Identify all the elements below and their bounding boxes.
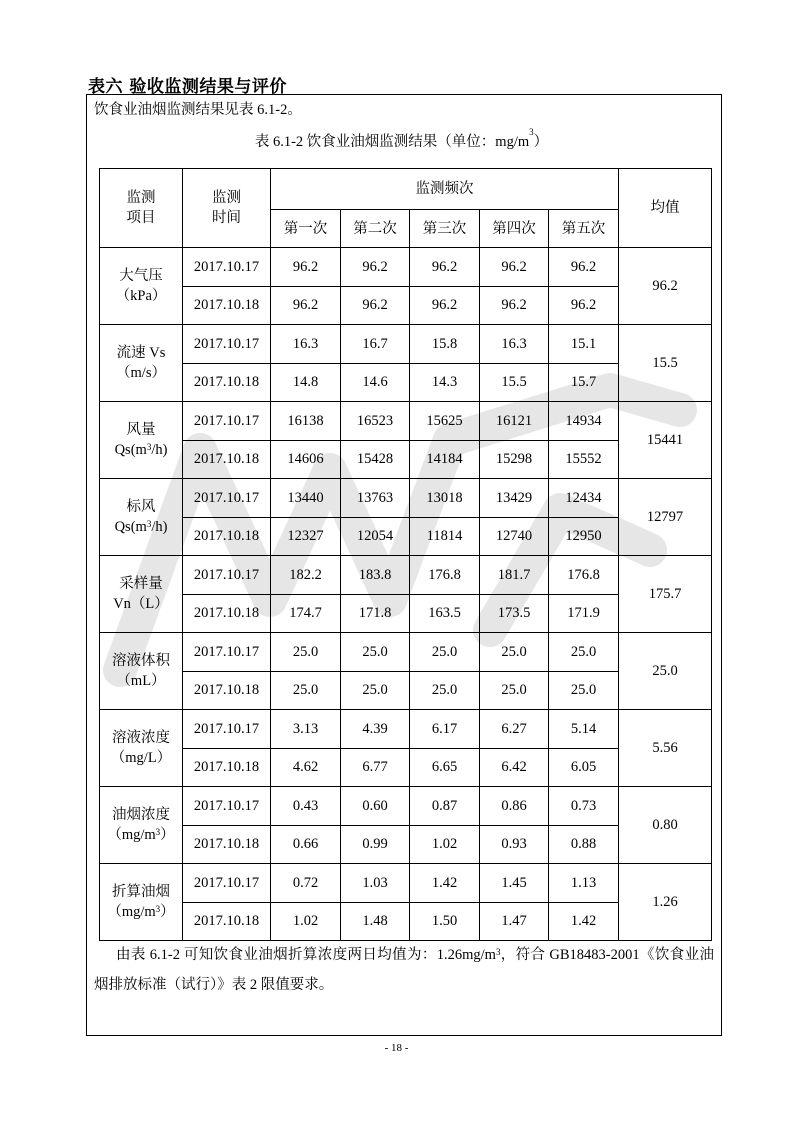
row-mean: 175.7 [619, 556, 712, 633]
row-item-name-line1: 大气压 [119, 268, 163, 284]
row-value-run-4: 15298 [480, 440, 549, 479]
row-value-run-4: 1.45 [480, 864, 549, 903]
row-mean: 0.80 [619, 787, 712, 864]
row-value-run-1: 96.2 [271, 248, 341, 287]
row-item-name-line1: 溶液体积 [112, 653, 170, 669]
header-run-3: 第三次 [410, 210, 480, 248]
row-item-name [100, 248, 183, 325]
row-item-name [100, 787, 183, 864]
row-item-name [100, 633, 183, 710]
row-value-run-2: 16.7 [341, 325, 410, 364]
row-value-run-3: 15625 [410, 402, 480, 441]
row-value-run-1: 96.2 [271, 286, 341, 325]
row-date: 2017.10.18 [183, 825, 271, 864]
row-value-run-3: 163.5 [410, 594, 480, 633]
row-value-run-5: 25.0 [549, 671, 619, 710]
header-run-2: 第二次 [341, 210, 410, 248]
row-value-run-5: 5.14 [549, 710, 619, 749]
row-value-run-5: 1.42 [549, 902, 619, 941]
row-value-run-5: 15.1 [549, 325, 619, 364]
caption-prefix: 表 6.1-2 饮食业油烟监测结果（单位：mg/m [254, 134, 530, 150]
row-value-run-1: 0.72 [271, 864, 341, 903]
conclusion-part2: ，符合 GB18483-2001《饮食业油烟排放标准（试行）》表 2 限值要求。 [94, 947, 714, 993]
row-value-run-3: 176.8 [410, 556, 480, 595]
row-value-run-1: 12327 [271, 517, 341, 556]
row-value-run-4: 173.5 [480, 594, 549, 633]
row-value-run-5: 25.0 [549, 633, 619, 672]
row-value-run-5: 15.7 [549, 363, 619, 402]
table-body [100, 248, 712, 941]
row-value-run-2: 171.8 [341, 594, 410, 633]
row-item-unit-superscript: 3 [155, 827, 161, 837]
row-value-run-3: 11814 [410, 517, 480, 556]
row-value-run-1: 14.8 [271, 363, 341, 402]
row-date: 2017.10.18 [183, 902, 271, 941]
row-mean: 96.2 [619, 248, 712, 325]
row-mean: 5.56 [619, 710, 712, 787]
row-value-run-1: 0.66 [271, 825, 341, 864]
header-time: 监测 时间 [183, 169, 271, 248]
row-value-run-1: 174.7 [271, 594, 341, 633]
row-value-run-2: 16523 [341, 402, 410, 441]
results-table [99, 168, 712, 941]
row-item-unit-superscript: 3 [146, 519, 152, 529]
row-item-unit-suffix: ） [160, 904, 175, 920]
row-mean: 15441 [619, 402, 712, 479]
caption-suffix: ） [533, 134, 549, 150]
row-date: 2017.10.17 [183, 633, 271, 672]
page-number: - 18 - [384, 1042, 409, 1054]
row-value-run-5: 1.13 [549, 864, 619, 903]
row-value-run-1: 16.3 [271, 325, 341, 364]
row-value-run-3: 96.2 [410, 286, 480, 325]
row-value-run-5: 96.2 [549, 248, 619, 287]
table-row [100, 710, 712, 749]
row-date: 2017.10.18 [183, 594, 271, 633]
row-date: 2017.10.17 [183, 479, 271, 518]
header-frequency: 监测频次 [271, 169, 619, 210]
row-value-run-4: 181.7 [480, 556, 549, 595]
table-row [100, 556, 712, 595]
header-run-5: 第五次 [549, 210, 619, 248]
row-value-run-5: 96.2 [549, 286, 619, 325]
header-run-4: 第四次 [480, 210, 549, 248]
row-value-run-4: 1.47 [480, 902, 549, 941]
row-value-run-3: 15.8 [410, 325, 480, 364]
row-value-run-2: 6.77 [341, 748, 410, 787]
row-value-run-5: 176.8 [549, 556, 619, 595]
row-value-run-2: 15428 [341, 440, 410, 479]
row-item-name-line1: 风量 [126, 422, 156, 438]
row-item-unit: Qs(m [114, 442, 147, 458]
header-item: 监测 项目 [100, 169, 183, 248]
table-row [100, 325, 712, 364]
row-item-unit: Qs(m [114, 519, 147, 535]
row-mean: 25.0 [619, 633, 712, 710]
row-value-run-4: 96.2 [480, 248, 549, 287]
row-item-name-line1: 折算油烟 [112, 884, 170, 900]
row-item-unit-suffix: ） [160, 827, 175, 843]
row-value-run-4: 25.0 [480, 671, 549, 710]
row-item-unit-suffix: /h) [151, 519, 168, 535]
row-value-run-2: 25.0 [341, 633, 410, 672]
row-value-run-5: 6.05 [549, 748, 619, 787]
table-row [100, 787, 712, 826]
row-item-name-line1: 标风 [126, 499, 156, 515]
row-value-run-2: 1.48 [341, 902, 410, 941]
row-date: 2017.10.18 [183, 363, 271, 402]
row-value-run-3: 6.65 [410, 748, 480, 787]
row-item-unit: Vn（L） [113, 596, 169, 612]
row-value-run-5: 12950 [549, 517, 619, 556]
row-value-run-4: 6.27 [480, 710, 549, 749]
row-item-unit-superscript: 3 [155, 904, 161, 914]
row-value-run-5: 12434 [549, 479, 619, 518]
row-value-run-3: 1.42 [410, 864, 480, 903]
row-item-name-line1: 流速 Vs [116, 345, 166, 361]
row-item-name-line1: 采样量 [119, 576, 163, 592]
row-value-run-5: 171.9 [549, 594, 619, 633]
row-value-run-2: 14.6 [341, 363, 410, 402]
row-value-run-1: 14606 [271, 440, 341, 479]
row-value-run-2: 25.0 [341, 671, 410, 710]
row-date: 2017.10.18 [183, 671, 271, 710]
row-value-run-4: 6.42 [480, 748, 549, 787]
row-item-name-line1: 溶液浓度 [112, 730, 170, 746]
conclusion-part1: 由表 6.1-2 可知饮食业油烟折算浓度两日均值为：1.26mg/m [116, 947, 496, 963]
row-value-run-4: 0.86 [480, 787, 549, 826]
row-date: 2017.10.18 [183, 748, 271, 787]
row-value-run-1: 16138 [271, 402, 341, 441]
header-row [100, 169, 712, 210]
row-value-run-1: 13440 [271, 479, 341, 518]
row-item-name [100, 402, 183, 479]
row-value-run-4: 25.0 [480, 633, 549, 672]
row-value-run-5: 0.88 [549, 825, 619, 864]
row-value-run-2: 183.8 [341, 556, 410, 595]
row-item-name [100, 556, 183, 633]
row-value-run-3: 0.87 [410, 787, 480, 826]
row-item-unit: （mg/m [107, 904, 156, 920]
row-date: 2017.10.18 [183, 286, 271, 325]
intro-text: 饮食业油烟监测结果见表 6.1-2。 [94, 102, 302, 118]
row-mean: 1.26 [619, 864, 712, 941]
row-date: 2017.10.18 [183, 440, 271, 479]
table-row [100, 402, 712, 441]
header-run-1: 第一次 [271, 210, 341, 248]
row-value-run-3: 25.0 [410, 633, 480, 672]
row-value-run-5: 0.73 [549, 787, 619, 826]
row-item-unit-superscript: 3 [146, 442, 152, 452]
caption-superscript: 3 [529, 127, 534, 137]
row-value-run-3: 1.50 [410, 902, 480, 941]
row-item-name-line1: 油烟浓度 [112, 807, 170, 823]
row-item-unit: （mg/L） [110, 750, 172, 766]
row-value-run-3: 25.0 [410, 671, 480, 710]
row-value-run-1: 182.2 [271, 556, 341, 595]
table-caption [0, 127, 793, 151]
row-value-run-1: 4.62 [271, 748, 341, 787]
row-item-name [100, 479, 183, 556]
table-row [100, 633, 712, 672]
row-value-run-3: 1.02 [410, 825, 480, 864]
row-value-run-3: 14184 [410, 440, 480, 479]
conclusion-superscript: 3 [495, 947, 501, 957]
row-value-run-2: 96.2 [341, 248, 410, 287]
row-item-unit: （m/s） [116, 365, 166, 381]
row-date: 2017.10.17 [183, 864, 271, 903]
section-title: 表六 验收监测结果与评价 [88, 77, 287, 97]
row-date: 2017.10.17 [183, 787, 271, 826]
row-value-run-4: 96.2 [480, 286, 549, 325]
row-item-unit: （kPa） [115, 288, 167, 304]
row-value-run-2: 4.39 [341, 710, 410, 749]
row-item-name [100, 710, 183, 787]
row-value-run-3: 6.17 [410, 710, 480, 749]
row-item-unit-suffix: /h) [151, 442, 168, 458]
row-value-run-1: 0.43 [271, 787, 341, 826]
row-value-run-3: 13018 [410, 479, 480, 518]
row-item-name [100, 325, 183, 402]
row-value-run-4: 16121 [480, 402, 549, 441]
table-row [100, 248, 712, 287]
row-value-run-2: 12054 [341, 517, 410, 556]
row-item-unit: （mg/m [107, 827, 156, 843]
row-mean: 15.5 [619, 325, 712, 402]
row-value-run-1: 25.0 [271, 633, 341, 672]
row-value-run-2: 1.03 [341, 864, 410, 903]
row-value-run-1: 3.13 [271, 710, 341, 749]
row-value-run-4: 15.5 [480, 363, 549, 402]
row-date: 2017.10.18 [183, 517, 271, 556]
row-value-run-2: 0.99 [341, 825, 410, 864]
row-date: 2017.10.17 [183, 325, 271, 364]
conclusion-text [94, 940, 714, 1000]
row-value-run-4: 13429 [480, 479, 549, 518]
row-value-run-2: 0.60 [341, 787, 410, 826]
row-value-run-4: 16.3 [480, 325, 549, 364]
row-value-run-4: 12740 [480, 517, 549, 556]
table-row [100, 864, 712, 903]
row-value-run-5: 14934 [549, 402, 619, 441]
row-value-run-4: 0.93 [480, 825, 549, 864]
row-date: 2017.10.17 [183, 402, 271, 441]
row-value-run-2: 13763 [341, 479, 410, 518]
row-date: 2017.10.17 [183, 710, 271, 749]
header-mean: 均值 [619, 169, 712, 248]
row-value-run-3: 14.3 [410, 363, 480, 402]
row-value-run-5: 15552 [549, 440, 619, 479]
row-value-run-1: 25.0 [271, 671, 341, 710]
row-date: 2017.10.17 [183, 248, 271, 287]
row-value-run-1: 1.02 [271, 902, 341, 941]
row-date: 2017.10.17 [183, 556, 271, 595]
row-value-run-3: 96.2 [410, 248, 480, 287]
row-item-name [100, 864, 183, 941]
row-value-run-2: 96.2 [341, 286, 410, 325]
row-mean: 12797 [619, 479, 712, 556]
row-item-unit: （mL） [116, 673, 166, 689]
table-row [100, 479, 712, 518]
